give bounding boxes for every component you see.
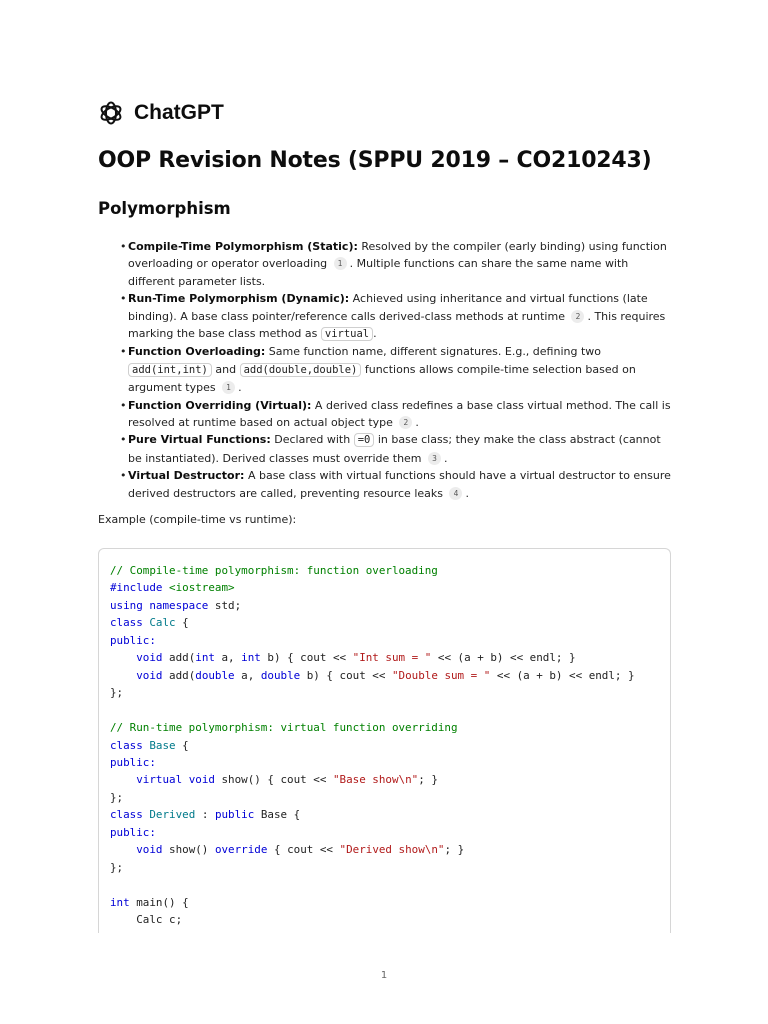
code-indent (110, 843, 136, 856)
code-type: Base (142, 738, 176, 752)
code-text: b) { cout << (260, 651, 353, 665)
code-include: <iostream> (162, 581, 235, 595)
code-keyword: int (110, 895, 130, 909)
code-text: main() { (129, 895, 189, 909)
note-text: and (211, 362, 240, 376)
code-string: "Double sum = " (391, 668, 491, 682)
code-text: std; (208, 598, 242, 612)
list-item (128, 238, 673, 290)
code-text: show() (162, 843, 215, 857)
term: Function Overloading: (128, 345, 266, 359)
term: Compile-Time Polymorphism (Static): (128, 240, 358, 253)
code-text: { (175, 616, 189, 630)
code-string: "Int sum = " (352, 651, 432, 665)
code-keyword: public: (110, 633, 156, 647)
code-text: b) { cout << (300, 668, 392, 682)
note-text: . (415, 416, 419, 430)
note-text: A derived class redefines a base class virtual method. The call is resolved at runtime based on actual object type (128, 398, 671, 430)
code-text: add( (162, 651, 196, 665)
list-item (128, 467, 673, 502)
code-indent (110, 669, 136, 682)
code-keyword: using namespace (110, 598, 209, 612)
code-keyword: public: (110, 825, 156, 839)
note-text: Resolved by the compiler (early binding) using function overloading or operator overloading (128, 240, 667, 271)
code-keyword: virtual (136, 773, 183, 787)
code-indent (110, 773, 136, 786)
list-item (128, 343, 673, 396)
code-keyword: void (136, 668, 163, 682)
note-text: Declared with (270, 433, 354, 447)
openai-logo-icon (98, 100, 124, 126)
code-keyword: int (241, 651, 261, 665)
code-text: a, (214, 651, 242, 665)
code-text: << (a + b) << endl; } (431, 651, 576, 665)
code-text: a, (234, 668, 261, 682)
term: Function Overriding (Virtual): (128, 398, 312, 412)
note-text: Same function name, different signatures. E.g., defining two (265, 345, 602, 359)
code-text: Calc c; (110, 913, 183, 927)
code-keyword: public (214, 808, 255, 822)
term: Virtual Destructor: (128, 469, 245, 483)
page-number: 1 (380, 970, 388, 981)
code-keyword: int (195, 651, 215, 665)
term: Pure Virtual Functions: (128, 433, 271, 447)
code-keyword: double (260, 668, 301, 682)
brand (98, 100, 224, 126)
code-keyword: double (195, 668, 235, 682)
example-label: Example (compile-time vs runtime): (98, 513, 297, 526)
code-string: "Base show\n" (332, 773, 419, 787)
inline-code: add(int,int) (128, 363, 212, 377)
code-keyword: void (136, 843, 163, 857)
page-title: OOP Revision Notes (SPPU 2019 – CO210243) (98, 148, 652, 173)
citation-badge[interactable]: 3 (428, 452, 441, 465)
code-text: Base { (254, 808, 301, 822)
code-text: ; } (444, 843, 465, 857)
note-text: . (465, 486, 469, 500)
note-text: functions allows compile-time selection based on argument types (128, 362, 636, 395)
code-text: add( (162, 668, 196, 682)
code-keyword: class (110, 808, 143, 822)
note-text: . (444, 451, 448, 465)
code-keyword: class (110, 616, 143, 630)
citation-badge[interactable]: 2 (399, 416, 412, 429)
code-keyword: void (188, 773, 215, 787)
code-block[interactable] (98, 548, 671, 933)
list-item (128, 290, 673, 343)
inline-code: virtual (321, 327, 373, 341)
term: Run-Time Polymorphism (Dynamic): (128, 292, 350, 306)
note-text: Achieved using inheritance and virtual functions (late binding). A base class pointer/reference calls derived-class methods at runtime (128, 292, 648, 323)
inline-code: =0 (354, 433, 375, 447)
note-text: . Multiple functions can share the same name with different parameter lists. (128, 257, 629, 288)
code-keyword: public: (110, 755, 156, 769)
code-text: }; (110, 686, 124, 700)
code-text: }; (110, 860, 124, 874)
note-text: . (238, 381, 242, 395)
note-text: . This requires marking the base class method as (128, 309, 666, 341)
list-item (128, 431, 673, 467)
code-text: show() { cout << (214, 773, 333, 787)
code-text: { cout << (267, 843, 340, 857)
code-keyword: #include (110, 581, 163, 595)
citation-badge[interactable]: 4 (449, 487, 462, 500)
code-text: { (175, 738, 189, 752)
code-text: }; (110, 790, 124, 804)
brand-name: ChatGPT (134, 101, 224, 124)
code-indent (110, 651, 136, 664)
note-text: A base class with virtual functions should have a virtual destructor to ensure derived destructors are called, preventing resource leaks (128, 469, 671, 500)
list-item (128, 397, 673, 432)
section-heading: Polymorphism (98, 199, 231, 218)
code-text: << (a + b) << endl; } (490, 668, 635, 682)
code-keyword: override (214, 843, 268, 857)
inline-code: add(double,double) (240, 363, 362, 377)
code-keyword: class (110, 738, 143, 752)
citation-badge[interactable]: 1 (334, 257, 347, 270)
citation-badge[interactable]: 2 (571, 310, 584, 323)
code-text: : (195, 808, 215, 822)
code-comment: // Run-time polymorphism: virtual function overriding (110, 721, 458, 735)
code-string: "Derived show\n" (339, 843, 445, 857)
notes-list (128, 238, 673, 502)
code-comment: // Compile-time polymorphism: function overloading (110, 564, 438, 577)
note-text: in base class; they make the class abstract (cannot be instantiated). Derived classes must override them (128, 433, 661, 465)
citation-badge[interactable]: 1 (222, 381, 235, 394)
code-type: Calc (142, 616, 176, 630)
code-keyword: void (136, 651, 163, 665)
note-text: . (373, 327, 377, 341)
code-type: Derived (142, 808, 196, 822)
code-text: ; } (418, 773, 438, 787)
